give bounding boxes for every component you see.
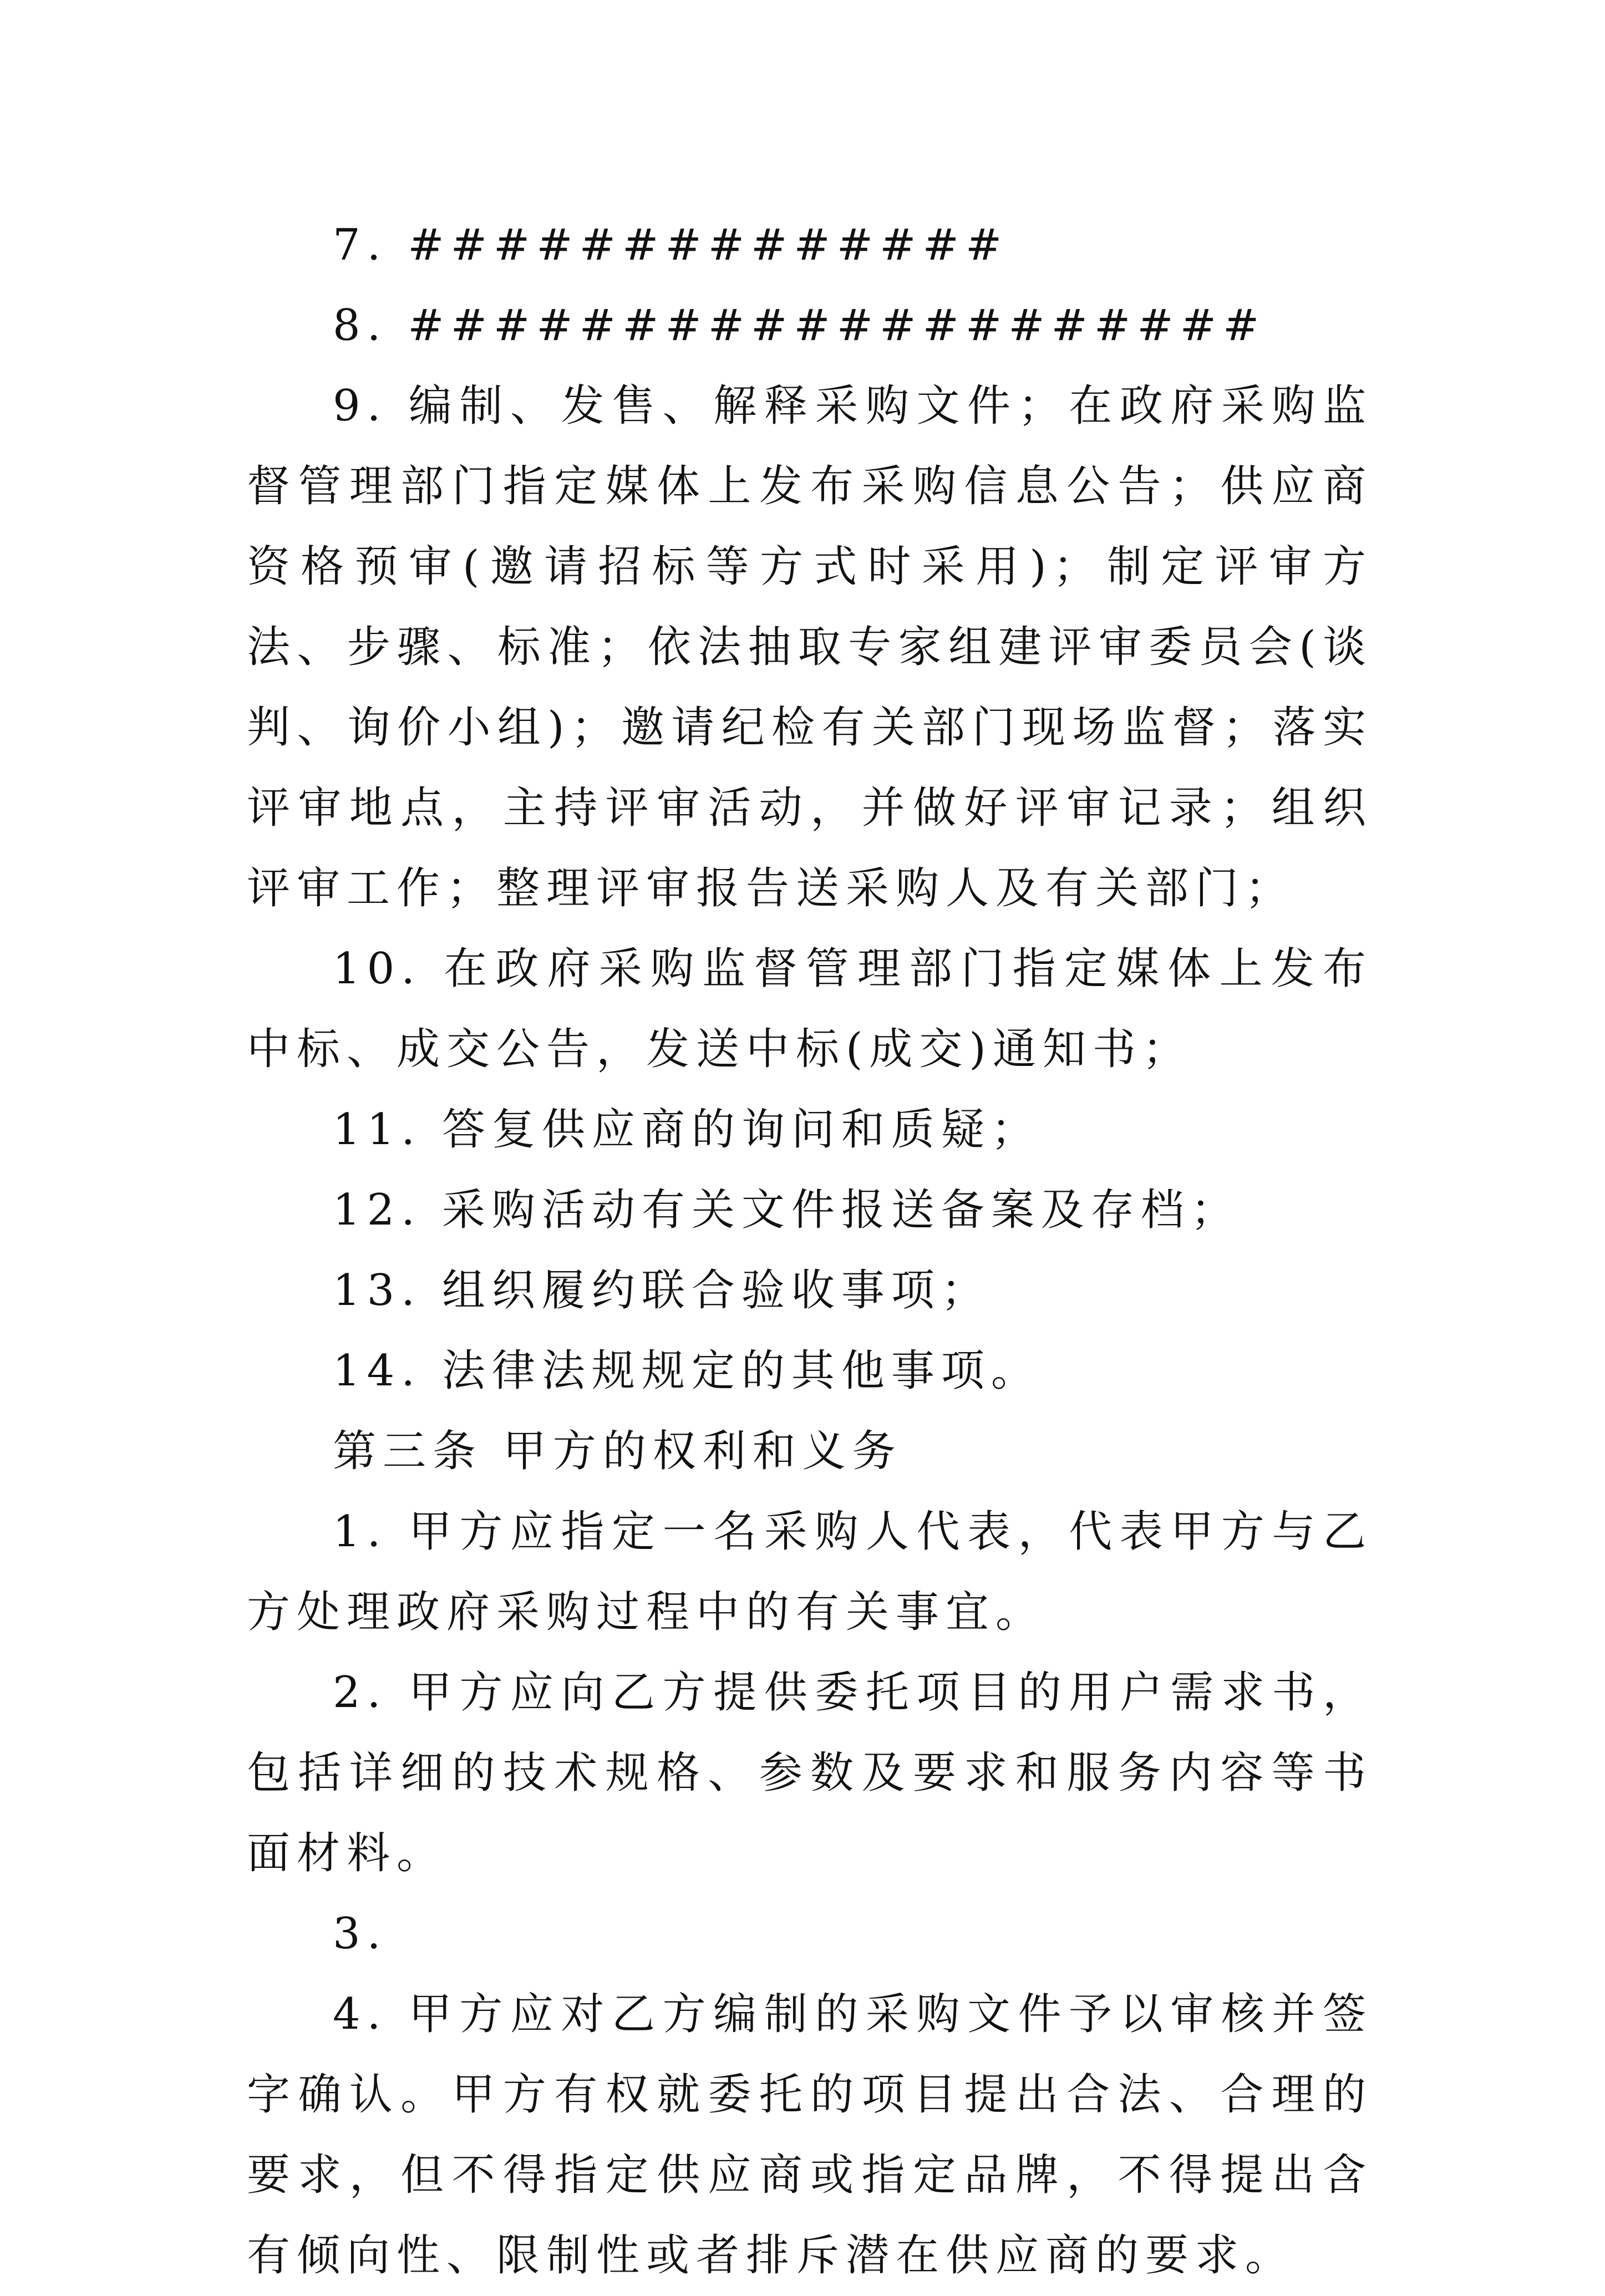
section-heading-article-3: 第三条 甲方的权利和义务 — [333, 1426, 902, 1476]
paragraph-item-13: 13. 组织履约联合验收事项； — [333, 1266, 991, 1315]
paragraph-item-11: 11. 答复供应商的询问和质疑； — [333, 1105, 1041, 1155]
paragraph-item-7: 7. ############## — [333, 220, 1009, 270]
paragraph-item-14: 14. 法律法规规定的其他事项。 — [333, 1346, 1041, 1396]
paragraph-obligation-3: 3. — [333, 1909, 388, 1959]
document-body — [247, 205, 1373, 2296]
paragraph-item-9: 9. 编制、发售、解释采购文件；在政府采购监督管理部门指定媒体上发布采购信息公告；供应商资格预审(邀请招标等方式时采用)；制定评审方法、步骤、标准；依法抽取专家组建评审委员会(谈判、询价小组)；邀请纪检有关部门现场监督；落实评审地点，主持评审活动，并做好评审记录；组织评审工作；整理评审报告送采购人及有关部门； — [247, 381, 1373, 913]
paragraph-item-12: 12. 采购活动有关文件报送备案及存档； — [333, 1185, 1241, 1235]
paragraph-item-8: 8. #################### — [333, 301, 1266, 351]
paragraph-obligation-1: 1. 甲方应指定一名采购人代表，代表甲方与乙方处理政府采购过程中的有关事宜。 — [247, 1507, 1373, 1637]
paragraph-item-10: 10. 在政府采购监督管理部门指定媒体上发布中标、成交公告，发送中标(成交)通知书； — [247, 944, 1373, 1074]
paragraph-obligation-2: 2. 甲方应向乙方提供委托项目的用户需求书，包括详细的技术规格、参数及要求和服务内容等书面材料。 — [247, 1668, 1373, 1878]
paragraph-obligation-4: 4. 甲方应对乙方编制的采购文件予以审核并签字确认。甲方有权就委托的项目提出合法、合理的要求，但不得指定供应商或指定品牌，不得提出含有倾向性、限制性或者排斥潜在供应商的要求。 — [247, 1989, 1373, 2280]
